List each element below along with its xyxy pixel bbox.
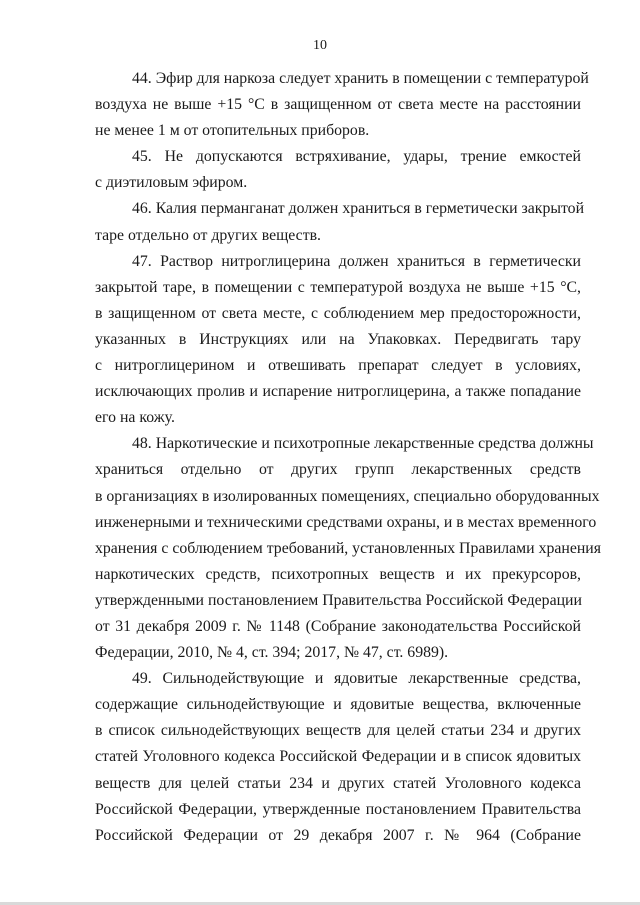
paragraph-49-line-5: веществ для целей статьи 234 и других статей Уголовного кодекса (95, 774, 581, 792)
paragraph-49-line-2: содержащие сильнодействующие и ядовитые вещества, включенные (95, 696, 581, 714)
paragraph-44-line-1: 44. Эфир для наркоза следует хранить в помещении с температурой (132, 70, 589, 87)
paragraph-48-line-9: Федерации, 2010, № 4, ст. 394; 2017, № 47, ст. 6989). (95, 644, 449, 662)
paragraph-48-line-6: наркотических средств, психотропных веществ и их прекурсоров, (95, 565, 581, 583)
paragraph-48-line-1: 48. Наркотические и психотропные лекарственные средства должны (132, 435, 594, 453)
paragraph-47-line-6: исключающих пролив и испарение нитроглицерина, а также попадание (95, 383, 581, 401)
paragraph-49-line-3: в список сильнодействующих веществ для целей статьи 234 и других (95, 722, 581, 740)
paragraph-48-line-8: от 31 декабря 2009 г. № 1148 (Собрание законодательства Российской (95, 617, 581, 635)
paragraph-48-line-3: в организациях в изолированных помещениях, специально оборудованных (95, 487, 600, 505)
paragraph-48-line-5: хранения с соблюдением требований, установленных Правилами хранения (95, 539, 602, 557)
paragraph-47-line-2: закрытой таре, в помещении с температурой воздуха не выше +15 °С, (95, 278, 581, 296)
paragraph-48-line-2: храниться отдельно от других групп лекарственных средств (95, 461, 581, 479)
paragraph-44-line-3: не менее 1 м от отопительных приборов. (95, 122, 370, 140)
paragraph-47-line-1: 47. Раствор нитроглицерина должен храниться в герметически (132, 252, 581, 270)
paragraph-46-line-2: таре отдельно от других веществ. (95, 226, 322, 244)
paragraph-47-line-3: в защищенном от света месте, с соблюдением мер предосторожности, (95, 304, 581, 322)
paragraph-47-line-7: его на кожу. (95, 409, 175, 427)
paragraph-44-line-2: воздуха не выше +15 °С в защищенном от света месте на расстоянии (95, 96, 581, 114)
paragraph-49-line-1: 49. Сильнодействующие и ядовитые лекарственные средства, (132, 670, 581, 688)
paragraph-49-line-4: статей Уголовного кодекса Российской Федерации и в список ядовитых (95, 748, 581, 766)
page-number: 10 (313, 38, 327, 53)
paragraph-48-line-7: утвержденными постановлением Правительства Российской Федерации (95, 591, 582, 609)
paragraph-45-line-2: с диэтиловым эфиром. (95, 174, 248, 192)
paragraph-47-line-5: с нитроглицерином и отвешивать препарат следует в условиях, (95, 357, 581, 375)
paragraph-49-line-6: Российской Федерации, утвержденные постановлением Правительства (95, 800, 581, 818)
paragraph-46-line-1: 46. Калия перманганат должен храниться в герметически закрытой (132, 200, 585, 218)
paragraph-48-line-4: инженерными и техническими средствами охраны, и в местах временного (95, 513, 597, 531)
paragraph-49-line-7: Российской Федерации от 29 декабря 2007 г. № 964 (Собрание (95, 826, 581, 844)
paragraph-45-line-1: 45. Не допускаются встряхивание, удары, трение емкостей (132, 148, 581, 166)
paragraph-47-line-4: указанных в Инструкциях или на Упаковках. Передвигать тару (95, 330, 581, 348)
document-body (95, 66, 602, 849)
